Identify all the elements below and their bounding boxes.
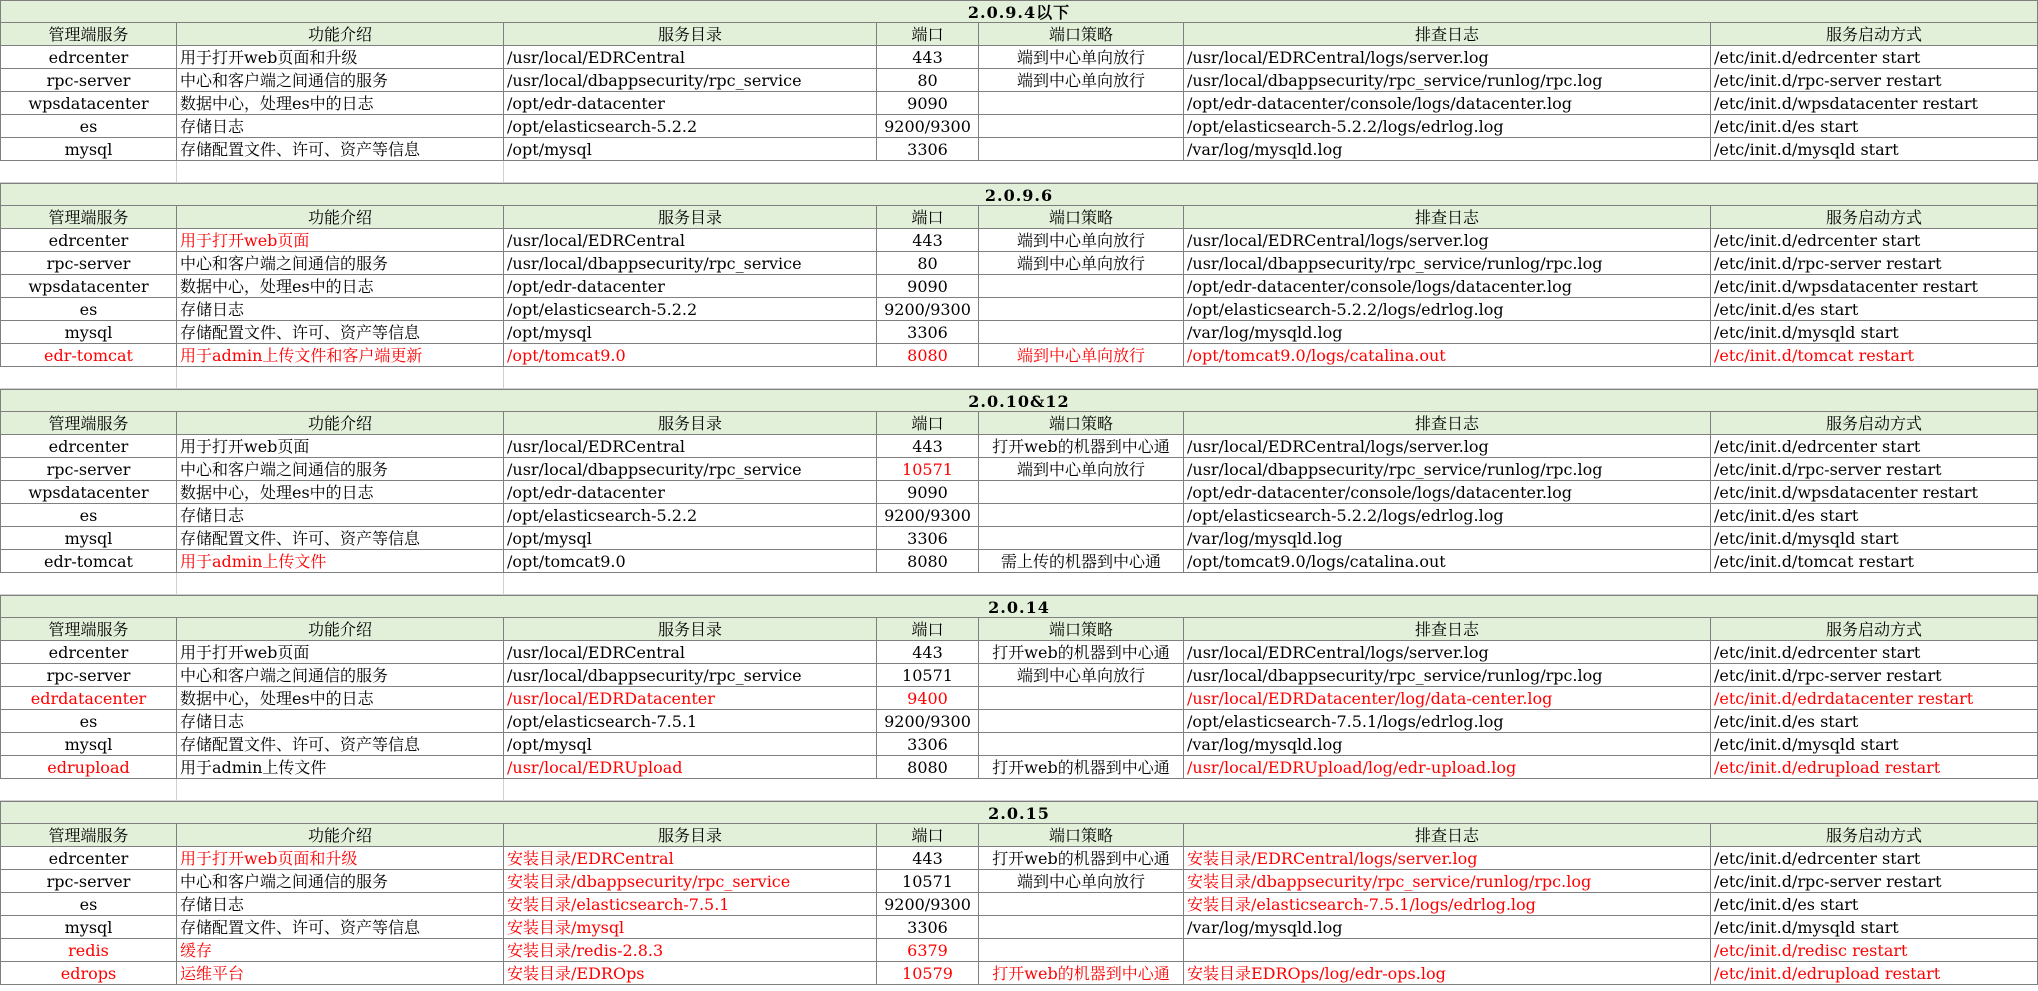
empty-cell[interactable] xyxy=(177,161,504,183)
cell-function[interactable]: 用于admin上传文件 xyxy=(177,756,504,779)
cell-port-policy[interactable] xyxy=(979,733,1184,756)
cell-service[interactable]: edr-tomcat xyxy=(0,344,177,367)
cell-port-policy[interactable] xyxy=(979,710,1184,733)
cell-port-policy[interactable] xyxy=(979,115,1184,138)
header-start-command[interactable]: 服务启动方式 xyxy=(1711,23,2038,46)
cell-service[interactable]: edrops xyxy=(0,962,177,985)
cell-log[interactable]: /var/log/mysqld.log xyxy=(1184,916,1711,939)
header-directory[interactable]: 服务目录 xyxy=(504,618,877,641)
cell-directory[interactable]: /opt/elasticsearch-5.2.2 xyxy=(504,298,877,321)
cell-log[interactable]: 安装目录EDROps/log/edr-ops.log xyxy=(1184,962,1711,985)
cell-port[interactable]: 3306 xyxy=(877,916,979,939)
cell-log[interactable]: /opt/elasticsearch-5.2.2/logs/edrlog.log xyxy=(1184,115,1711,138)
cell-function[interactable]: 用于admin上传文件和客户端更新 xyxy=(177,344,504,367)
cell-directory[interactable]: /opt/edr-datacenter xyxy=(504,481,877,504)
cell-port-policy[interactable]: 打开web的机器到中心通 xyxy=(979,756,1184,779)
cell-log[interactable]: /usr/local/dbappsecurity/rpc_service/runlog/rpc.log xyxy=(1184,252,1711,275)
cell-directory[interactable]: /opt/mysql xyxy=(504,321,877,344)
cell-port-policy[interactable]: 端到中心单向放行 xyxy=(979,870,1184,893)
header-port-policy[interactable]: 端口策略 xyxy=(979,824,1184,847)
header-port[interactable]: 端口 xyxy=(877,824,979,847)
cell-log[interactable]: /opt/edr-datacenter/console/logs/datacenter.log xyxy=(1184,92,1711,115)
cell-function[interactable]: 中心和客户端之间通信的服务 xyxy=(177,69,504,92)
version-section xyxy=(0,389,2038,573)
cell-start-command[interactable]: /etc/init.d/wpsdatacenter restart xyxy=(1711,275,2038,298)
header-function[interactable]: 功能介绍 xyxy=(177,618,504,641)
empty-row[interactable] xyxy=(0,779,2038,801)
cell-directory[interactable]: /opt/tomcat9.0 xyxy=(504,550,877,573)
cell-service[interactable]: rpc-server xyxy=(0,664,177,687)
cell-start-command[interactable]: /etc/init.d/mysqld start xyxy=(1711,138,2038,161)
header-port-policy[interactable]: 端口策略 xyxy=(979,618,1184,641)
cell-port-policy[interactable] xyxy=(979,298,1184,321)
cell-directory[interactable]: 安装目录/elasticsearch-7.5.1 xyxy=(504,893,877,916)
cell-start-command[interactable]: /etc/init.d/mysqld start xyxy=(1711,527,2038,550)
cell-log[interactable]: /usr/local/EDRCentral/logs/server.log xyxy=(1184,435,1711,458)
cell-log[interactable] xyxy=(1184,939,1711,962)
empty-row[interactable] xyxy=(0,367,2038,389)
cell-directory[interactable]: /usr/local/EDRDatacenter xyxy=(504,687,877,710)
cell-function[interactable]: 用于打开web页面 xyxy=(177,229,504,252)
empty-cell[interactable] xyxy=(504,573,2038,595)
cell-log[interactable]: /opt/elasticsearch-5.2.2/logs/edrlog.log xyxy=(1184,298,1711,321)
cell-log[interactable]: /opt/elasticsearch-7.5.1/logs/edrlog.log xyxy=(1184,710,1711,733)
cell-start-command[interactable]: /etc/init.d/es start xyxy=(1711,504,2038,527)
cell-port-policy[interactable] xyxy=(979,504,1184,527)
cell-service[interactable]: es xyxy=(0,298,177,321)
version-title[interactable]: 2.0.9.4以下 xyxy=(0,0,2038,23)
version-section xyxy=(0,183,2038,367)
empty-cell[interactable] xyxy=(177,367,504,389)
cell-log[interactable]: 安装目录/elasticsearch-7.5.1/logs/edrlog.log xyxy=(1184,893,1711,916)
cell-port-policy[interactable]: 端到中心单向放行 xyxy=(979,46,1184,69)
cell-directory[interactable]: /opt/mysql xyxy=(504,733,877,756)
cell-start-command[interactable]: /etc/init.d/es start xyxy=(1711,115,2038,138)
empty-cell[interactable] xyxy=(0,779,177,801)
cell-function[interactable]: 数据中心，处理es中的日志 xyxy=(177,481,504,504)
header-directory[interactable]: 服务目录 xyxy=(504,412,877,435)
cell-function[interactable]: 数据中心，处理es中的日志 xyxy=(177,687,504,710)
cell-directory[interactable]: /usr/local/EDRCentral xyxy=(504,229,877,252)
empty-cell[interactable] xyxy=(0,161,177,183)
version-title[interactable]: 2.0.14 xyxy=(0,595,2038,618)
header-log[interactable]: 排查日志 xyxy=(1184,618,1711,641)
cell-directory[interactable]: /opt/mysql xyxy=(504,527,877,550)
header-function[interactable]: 功能介绍 xyxy=(177,824,504,847)
cell-log[interactable]: /usr/local/EDRCentral/logs/server.log xyxy=(1184,46,1711,69)
cell-service[interactable]: rpc-server xyxy=(0,458,177,481)
cell-port[interactable]: 9090 xyxy=(877,481,979,504)
cell-service[interactable]: es xyxy=(0,115,177,138)
empty-row[interactable] xyxy=(0,161,2038,183)
cell-directory[interactable]: 安装目录/EDRCentral xyxy=(504,847,877,870)
cell-service[interactable]: edrcenter xyxy=(0,46,177,69)
cell-start-command[interactable]: /etc/init.d/es start xyxy=(1711,893,2038,916)
header-start-command[interactable]: 服务启动方式 xyxy=(1711,206,2038,229)
cell-service[interactable]: edrcenter xyxy=(0,435,177,458)
cell-port-policy[interactable] xyxy=(979,527,1184,550)
cell-start-command[interactable]: /etc/init.d/tomcat restart xyxy=(1711,344,2038,367)
cell-directory[interactable]: /usr/local/EDRUpload xyxy=(504,756,877,779)
cell-function[interactable]: 中心和客户端之间通信的服务 xyxy=(177,664,504,687)
cell-service[interactable]: edrupload xyxy=(0,756,177,779)
cell-port[interactable]: 9200/9300 xyxy=(877,298,979,321)
cell-port-policy[interactable]: 端到中心单向放行 xyxy=(979,344,1184,367)
header-log[interactable]: 排查日志 xyxy=(1184,23,1711,46)
header-port[interactable]: 端口 xyxy=(877,412,979,435)
cell-directory[interactable]: /usr/local/dbappsecurity/rpc_service xyxy=(504,69,877,92)
cell-port[interactable]: 8080 xyxy=(877,550,979,573)
cell-function[interactable]: 中心和客户端之间通信的服务 xyxy=(177,870,504,893)
cell-log[interactable]: 安装目录/EDRCentral/logs/server.log xyxy=(1184,847,1711,870)
cell-port-policy[interactable]: 打开web的机器到中心通 xyxy=(979,435,1184,458)
cell-function[interactable]: 存储配置文件、许可、资产等信息 xyxy=(177,733,504,756)
cell-function[interactable]: 存储配置文件、许可、资产等信息 xyxy=(177,321,504,344)
cell-start-command[interactable]: /etc/init.d/es start xyxy=(1711,298,2038,321)
cell-service[interactable]: edrdatacenter xyxy=(0,687,177,710)
header-directory[interactable]: 服务目录 xyxy=(504,206,877,229)
header-start-command[interactable]: 服务启动方式 xyxy=(1711,412,2038,435)
cell-directory[interactable]: /usr/local/EDRCentral xyxy=(504,435,877,458)
cell-function[interactable]: 缓存 xyxy=(177,939,504,962)
cell-port[interactable]: 10571 xyxy=(877,870,979,893)
cell-start-command[interactable]: /etc/init.d/rpc-server restart xyxy=(1711,252,2038,275)
cell-start-command[interactable]: /etc/init.d/rpc-server restart xyxy=(1711,458,2038,481)
header-port[interactable]: 端口 xyxy=(877,618,979,641)
cell-service[interactable]: edrcenter xyxy=(0,641,177,664)
cell-port[interactable]: 3306 xyxy=(877,321,979,344)
cell-directory[interactable]: /opt/edr-datacenter xyxy=(504,275,877,298)
cell-service[interactable]: es xyxy=(0,504,177,527)
cell-service[interactable]: edr-tomcat xyxy=(0,550,177,573)
cell-function[interactable]: 运维平台 xyxy=(177,962,504,985)
cell-port-policy[interactable] xyxy=(979,92,1184,115)
cell-function[interactable]: 存储日志 xyxy=(177,893,504,916)
cell-function[interactable]: 存储日志 xyxy=(177,710,504,733)
cell-function[interactable]: 存储配置文件、许可、资产等信息 xyxy=(177,138,504,161)
cell-log[interactable]: /usr/local/dbappsecurity/rpc_service/runlog/rpc.log xyxy=(1184,458,1711,481)
cell-log[interactable]: /var/log/mysqld.log xyxy=(1184,527,1711,550)
cell-directory[interactable]: 安装目录/EDROps xyxy=(504,962,877,985)
cell-port[interactable]: 9200/9300 xyxy=(877,893,979,916)
header-function[interactable]: 功能介绍 xyxy=(177,23,504,46)
cell-port[interactable]: 3306 xyxy=(877,138,979,161)
header-service[interactable]: 管理端服务 xyxy=(0,824,177,847)
cell-function[interactable]: 存储日志 xyxy=(177,115,504,138)
header-start-command[interactable]: 服务启动方式 xyxy=(1711,824,2038,847)
cell-log[interactable]: /opt/tomcat9.0/logs/catalina.out xyxy=(1184,550,1711,573)
cell-port[interactable]: 443 xyxy=(877,435,979,458)
empty-cell[interactable] xyxy=(504,367,2038,389)
cell-function[interactable]: 用于打开web页面 xyxy=(177,435,504,458)
cell-service[interactable]: edrcenter xyxy=(0,847,177,870)
cell-log[interactable]: /var/log/mysqld.log xyxy=(1184,321,1711,344)
cell-port-policy[interactable]: 需上传的机器到中心通 xyxy=(979,550,1184,573)
cell-start-command[interactable]: /etc/init.d/edrupload restart xyxy=(1711,962,2038,985)
cell-function[interactable]: 存储配置文件、许可、资产等信息 xyxy=(177,916,504,939)
header-port[interactable]: 端口 xyxy=(877,206,979,229)
cell-start-command[interactable]: /etc/init.d/edrcenter start xyxy=(1711,641,2038,664)
cell-function[interactable]: 用于admin上传文件 xyxy=(177,550,504,573)
cell-directory[interactable]: 安装目录/redis-2.8.3 xyxy=(504,939,877,962)
cell-log[interactable]: /opt/elasticsearch-5.2.2/logs/edrlog.log xyxy=(1184,504,1711,527)
cell-function[interactable]: 中心和客户端之间通信的服务 xyxy=(177,458,504,481)
cell-port[interactable]: 8080 xyxy=(877,344,979,367)
header-log[interactable]: 排查日志 xyxy=(1184,206,1711,229)
cell-service[interactable]: rpc-server xyxy=(0,252,177,275)
cell-log[interactable]: /opt/tomcat9.0/logs/catalina.out xyxy=(1184,344,1711,367)
cell-log[interactable]: /usr/local/dbappsecurity/rpc_service/runlog/rpc.log xyxy=(1184,664,1711,687)
cell-start-command[interactable]: /etc/init.d/edrcenter start xyxy=(1711,435,2038,458)
cell-port-policy[interactable] xyxy=(979,138,1184,161)
cell-service[interactable]: mysql xyxy=(0,321,177,344)
cell-service[interactable]: es xyxy=(0,710,177,733)
cell-directory[interactable]: /opt/mysql xyxy=(504,138,877,161)
cell-log[interactable]: /opt/edr-datacenter/console/logs/datacenter.log xyxy=(1184,481,1711,504)
cell-directory[interactable]: /usr/local/EDRCentral xyxy=(504,46,877,69)
cell-directory[interactable]: /opt/tomcat9.0 xyxy=(504,344,877,367)
cell-port-policy[interactable]: 端到中心单向放行 xyxy=(979,229,1184,252)
cell-directory[interactable]: /opt/edr-datacenter xyxy=(504,92,877,115)
version-section xyxy=(0,595,2038,779)
cell-port-policy[interactable] xyxy=(979,275,1184,298)
header-directory[interactable]: 服务目录 xyxy=(504,23,877,46)
cell-port-policy[interactable]: 端到中心单向放行 xyxy=(979,664,1184,687)
version-title[interactable]: 2.0.9.6 xyxy=(0,183,2038,206)
cell-start-command[interactable]: /etc/init.d/edrupload restart xyxy=(1711,756,2038,779)
cell-start-command[interactable]: /etc/init.d/wpsdatacenter restart xyxy=(1711,481,2038,504)
cell-function[interactable]: 中心和客户端之间通信的服务 xyxy=(177,252,504,275)
cell-port[interactable]: 9200/9300 xyxy=(877,115,979,138)
cell-directory[interactable]: /opt/elasticsearch-5.2.2 xyxy=(504,115,877,138)
empty-cell[interactable] xyxy=(177,573,504,595)
cell-service[interactable]: mysql xyxy=(0,138,177,161)
cell-function[interactable]: 数据中心，处理es中的日志 xyxy=(177,92,504,115)
version-title[interactable]: 2.0.15 xyxy=(0,801,2038,824)
cell-log[interactable]: /var/log/mysqld.log xyxy=(1184,733,1711,756)
cell-directory[interactable]: 安装目录/mysql xyxy=(504,916,877,939)
cell-service[interactable]: mysql xyxy=(0,527,177,550)
cell-function[interactable]: 用于打开web页面 xyxy=(177,641,504,664)
cell-port-policy[interactable]: 端到中心单向放行 xyxy=(979,252,1184,275)
cell-directory[interactable]: 安装目录/dbappsecurity/rpc_service xyxy=(504,870,877,893)
cell-service[interactable]: es xyxy=(0,893,177,916)
cell-port-policy[interactable]: 打开web的机器到中心通 xyxy=(979,641,1184,664)
cell-port[interactable]: 443 xyxy=(877,46,979,69)
version-section xyxy=(0,0,2038,161)
header-start-command[interactable]: 服务启动方式 xyxy=(1711,618,2038,641)
header-log[interactable]: 排查日志 xyxy=(1184,412,1711,435)
cell-log[interactable]: /usr/local/EDRUpload/log/edr-upload.log xyxy=(1184,756,1711,779)
cell-port[interactable]: 6379 xyxy=(877,939,979,962)
cell-port[interactable]: 3306 xyxy=(877,527,979,550)
cell-port-policy[interactable] xyxy=(979,321,1184,344)
header-function[interactable]: 功能介绍 xyxy=(177,206,504,229)
cell-service[interactable]: rpc-server xyxy=(0,69,177,92)
empty-cell[interactable] xyxy=(504,161,2038,183)
cell-log[interactable]: /opt/edr-datacenter/console/logs/datacenter.log xyxy=(1184,275,1711,298)
empty-row[interactable] xyxy=(0,573,2038,595)
version-section xyxy=(0,801,2038,985)
cell-start-command[interactable]: /etc/init.d/tomcat restart xyxy=(1711,550,2038,573)
header-service[interactable]: 管理端服务 xyxy=(0,412,177,435)
cell-start-command[interactable]: /etc/init.d/mysqld start xyxy=(1711,321,2038,344)
header-port-policy[interactable]: 端口策略 xyxy=(979,23,1184,46)
cell-port[interactable]: 10571 xyxy=(877,458,979,481)
cell-port[interactable]: 443 xyxy=(877,229,979,252)
cell-port[interactable]: 9090 xyxy=(877,275,979,298)
empty-cell[interactable] xyxy=(504,779,2038,801)
cell-port-policy[interactable]: 打开web的机器到中心通 xyxy=(979,962,1184,985)
cell-port[interactable]: 10571 xyxy=(877,664,979,687)
cell-service[interactable]: edrcenter xyxy=(0,229,177,252)
cell-port-policy[interactable] xyxy=(979,893,1184,916)
cell-log[interactable]: /usr/local/EDRCentral/logs/server.log xyxy=(1184,229,1711,252)
header-directory[interactable]: 服务目录 xyxy=(504,824,877,847)
cell-start-command[interactable]: /etc/init.d/edrcenter start xyxy=(1711,229,2038,252)
cell-service[interactable]: redis xyxy=(0,939,177,962)
cell-directory[interactable]: /usr/local/dbappsecurity/rpc_service xyxy=(504,458,877,481)
cell-log[interactable]: /usr/local/EDRDatacenter/log/data-center.log xyxy=(1184,687,1711,710)
cell-port[interactable]: 443 xyxy=(877,847,979,870)
cell-start-command[interactable]: /etc/init.d/rpc-server restart xyxy=(1711,69,2038,92)
cell-directory[interactable]: /usr/local/dbappsecurity/rpc_service xyxy=(504,664,877,687)
cell-function[interactable]: 存储配置文件、许可、资产等信息 xyxy=(177,527,504,550)
header-service[interactable]: 管理端服务 xyxy=(0,618,177,641)
cell-port-policy[interactable]: 打开web的机器到中心通 xyxy=(979,847,1184,870)
header-port[interactable]: 端口 xyxy=(877,23,979,46)
cell-port-policy[interactable] xyxy=(979,687,1184,710)
cell-port[interactable]: 9200/9300 xyxy=(877,710,979,733)
empty-cell[interactable] xyxy=(0,367,177,389)
cell-start-command[interactable]: /etc/init.d/edrcenter start xyxy=(1711,847,2038,870)
cell-service[interactable]: wpsdatacenter xyxy=(0,481,177,504)
cell-start-command[interactable]: /etc/init.d/rpc-server restart xyxy=(1711,870,2038,893)
cell-port[interactable]: 80 xyxy=(877,69,979,92)
cell-port[interactable]: 8080 xyxy=(877,756,979,779)
header-service[interactable]: 管理端服务 xyxy=(0,206,177,229)
cell-service[interactable]: mysql xyxy=(0,733,177,756)
cell-port[interactable]: 3306 xyxy=(877,733,979,756)
cell-directory[interactable]: /opt/elasticsearch-5.2.2 xyxy=(504,504,877,527)
cell-function[interactable]: 存储日志 xyxy=(177,298,504,321)
cell-service[interactable]: mysql xyxy=(0,916,177,939)
cell-start-command[interactable]: /etc/init.d/rpc-server restart xyxy=(1711,664,2038,687)
cell-start-command[interactable]: /etc/init.d/edrdatacenter restart xyxy=(1711,687,2038,710)
cell-start-command[interactable]: /etc/init.d/wpsdatacenter restart xyxy=(1711,92,2038,115)
version-title[interactable]: 2.0.10&12 xyxy=(0,389,2038,412)
cell-start-command[interactable]: /etc/init.d/mysqld start xyxy=(1711,733,2038,756)
cell-start-command[interactable]: /etc/init.d/edrcenter start xyxy=(1711,46,2038,69)
cell-function[interactable]: 用于打开web页面和升级 xyxy=(177,46,504,69)
cell-port-policy[interactable]: 端到中心单向放行 xyxy=(979,458,1184,481)
cell-port[interactable]: 80 xyxy=(877,252,979,275)
cell-service[interactable]: wpsdatacenter xyxy=(0,275,177,298)
cell-function[interactable]: 存储日志 xyxy=(177,504,504,527)
cell-port-policy[interactable]: 端到中心单向放行 xyxy=(979,69,1184,92)
cell-log[interactable]: /var/log/mysqld.log xyxy=(1184,138,1711,161)
cell-function[interactable]: 用于打开web页面和升级 xyxy=(177,847,504,870)
cell-port[interactable]: 10579 xyxy=(877,962,979,985)
cell-port[interactable]: 9090 xyxy=(877,92,979,115)
header-service[interactable]: 管理端服务 xyxy=(0,23,177,46)
empty-cell[interactable] xyxy=(0,573,177,595)
cell-port-policy[interactable] xyxy=(979,481,1184,504)
cell-directory[interactable]: /opt/elasticsearch-7.5.1 xyxy=(504,710,877,733)
cell-function[interactable]: 数据中心，处理es中的日志 xyxy=(177,275,504,298)
cell-log[interactable]: 安装目录/dbappsecurity/rpc_service/runlog/rpc.log xyxy=(1184,870,1711,893)
header-function[interactable]: 功能介绍 xyxy=(177,412,504,435)
header-port-policy[interactable]: 端口策略 xyxy=(979,412,1184,435)
cell-port[interactable]: 9200/9300 xyxy=(877,504,979,527)
cell-log[interactable]: /usr/local/EDRCentral/logs/server.log xyxy=(1184,641,1711,664)
empty-cell[interactable] xyxy=(177,779,504,801)
cell-directory[interactable]: /usr/local/EDRCentral xyxy=(504,641,877,664)
cell-start-command[interactable]: /etc/init.d/es start xyxy=(1711,710,2038,733)
cell-port[interactable]: 9400 xyxy=(877,687,979,710)
header-log[interactable]: 排查日志 xyxy=(1184,824,1711,847)
cell-directory[interactable]: /usr/local/dbappsecurity/rpc_service xyxy=(504,252,877,275)
cell-port-policy[interactable] xyxy=(979,916,1184,939)
cell-port-policy[interactable] xyxy=(979,939,1184,962)
cell-port[interactable]: 443 xyxy=(877,641,979,664)
cell-service[interactable]: wpsdatacenter xyxy=(0,92,177,115)
cell-log[interactable]: /usr/local/dbappsecurity/rpc_service/runlog/rpc.log xyxy=(1184,69,1711,92)
cell-start-command[interactable]: /etc/init.d/redisc restart xyxy=(1711,939,2038,962)
cell-start-command[interactable]: /etc/init.d/mysqld start xyxy=(1711,916,2038,939)
header-port-policy[interactable]: 端口策略 xyxy=(979,206,1184,229)
cell-service[interactable]: rpc-server xyxy=(0,870,177,893)
